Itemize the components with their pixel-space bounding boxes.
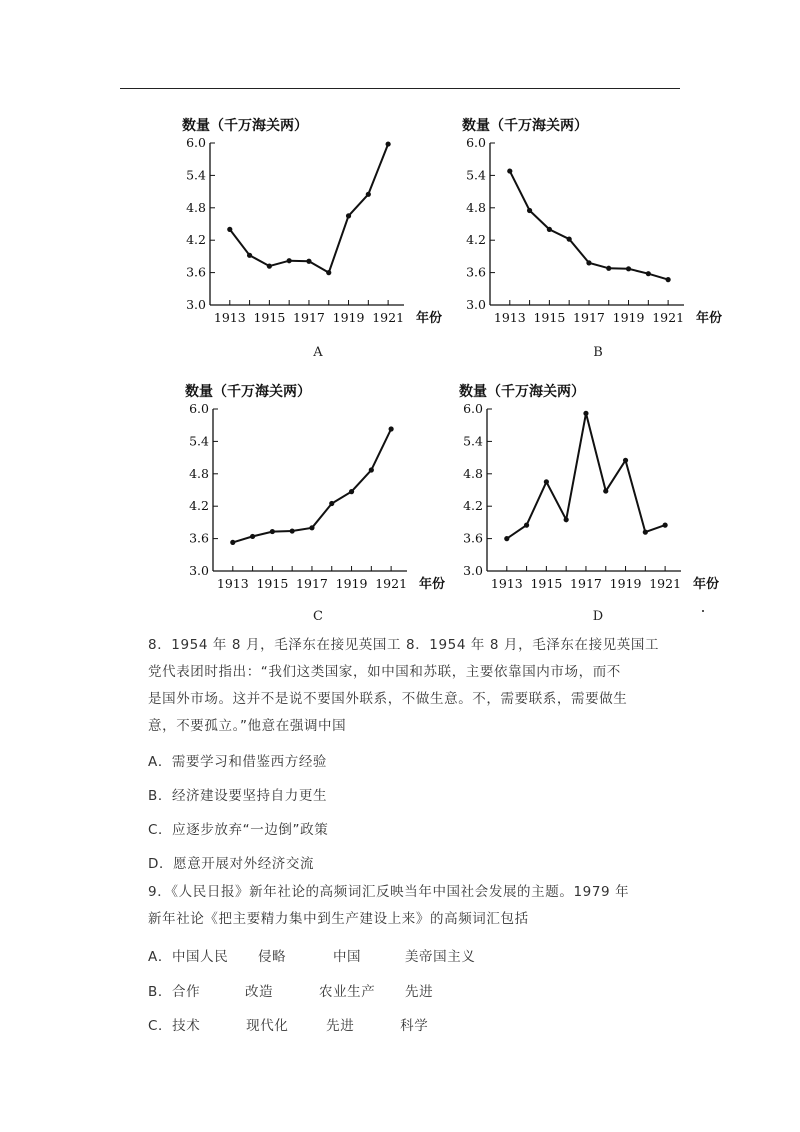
y-axis-label: 数量（千万海关两） — [185, 384, 311, 400]
x-tick-label: 1915 — [533, 310, 566, 325]
option-letter: A． — [148, 949, 172, 965]
x-tick-label: 1917 — [573, 310, 605, 325]
data-point — [386, 141, 391, 146]
x-tick-label: 1915 — [530, 576, 563, 591]
x-axis-unit: 年份 — [693, 577, 720, 592]
y-tick-label: 4.8 — [466, 199, 486, 215]
data-point — [287, 258, 292, 263]
data-point — [547, 227, 552, 232]
chart-a — [170, 110, 470, 340]
data-point — [507, 168, 512, 173]
y-tick-label: 4.2 — [186, 232, 206, 248]
header-rule — [120, 88, 680, 89]
question-8-option-d[interactable]: D．愿意开展对外经济交流 — [148, 856, 315, 872]
x-axis-unit: 年份 — [419, 577, 446, 592]
data-point — [389, 426, 394, 431]
y-axis-label: 数量（千万海关两） — [462, 118, 588, 134]
data-point — [663, 523, 668, 528]
x-tick-label: 1913 — [213, 310, 246, 325]
y-tick-label: 6.0 — [466, 135, 486, 150]
data-point — [326, 270, 331, 275]
option-word: 科学 — [400, 1018, 429, 1034]
option-word: 中国人民 — [171, 949, 229, 965]
option-word: 现代化 — [246, 1018, 289, 1034]
chart-d — [447, 376, 747, 606]
y-tick-label: 4.2 — [189, 498, 209, 514]
y-axis-label: 数量（千万海关两） — [182, 118, 308, 134]
data-point — [366, 192, 371, 197]
data-point — [666, 277, 671, 282]
question-8-option-b[interactable]: B．经济建设要坚持自力更生 — [148, 788, 328, 804]
data-point — [586, 260, 591, 265]
option-word: 技术 — [172, 1018, 201, 1034]
data-point — [527, 208, 532, 213]
x-tick-label: 1917 — [570, 576, 602, 591]
data-point — [603, 488, 608, 493]
x-tick-label: 1913 — [216, 576, 249, 591]
data-point — [247, 253, 252, 258]
y-tick-label: 4.8 — [189, 465, 209, 481]
chart-c — [173, 376, 473, 606]
data-point — [230, 540, 235, 545]
x-tick-label: 1919 — [612, 310, 645, 325]
question-8-option-c[interactable]: C．应逐步放弃“一边倒”政策 — [148, 822, 329, 838]
question-8-line: 意，不要孤立。”他意在强调中国 — [148, 718, 347, 734]
y-axis-label: 数量（千万海关两） — [459, 384, 585, 400]
y-tick-label: 4.2 — [463, 498, 483, 514]
question-9 — [148, 879, 708, 933]
question-8-option-a[interactable]: A．需要学习和借鉴西方经验 — [148, 754, 328, 770]
chart-a-svg — [170, 110, 470, 340]
question-9-option-a[interactable] — [148, 945, 475, 965]
data-point — [250, 534, 255, 539]
data-point — [346, 213, 351, 218]
y-tick-label: 6.0 — [463, 401, 483, 416]
y-tick-label: 4.8 — [463, 465, 483, 481]
x-tick-label: 1915 — [256, 576, 289, 591]
y-tick-label: 5.4 — [463, 433, 483, 449]
y-tick-label: 3.0 — [463, 563, 483, 578]
data-point — [564, 517, 569, 522]
question-9-line: 新年社论《把主要精力集中到生产建设上来》的高频词汇包括 — [148, 911, 529, 927]
x-axis-unit: 年份 — [416, 311, 443, 326]
chart-c-svg — [173, 376, 473, 606]
y-tick-label: 3.0 — [466, 297, 486, 312]
option-letter: B． — [148, 984, 172, 1000]
option-letter: C． — [148, 1018, 173, 1034]
option-word: 美帝国主义 — [404, 949, 476, 965]
data-point — [290, 528, 295, 533]
x-tick-label: 1917 — [293, 310, 325, 325]
data-point — [643, 530, 648, 535]
question-9-line: 9．《人民日报》新年社论的高频词汇反映当年中国社会发展的主题。1979 年 — [148, 884, 630, 900]
data-point — [646, 271, 651, 276]
y-tick-label: 6.0 — [186, 135, 206, 150]
y-tick-label: 3.6 — [466, 264, 486, 280]
chart-c-letter: C — [313, 609, 323, 624]
question-8-line: 8．1954 年 8 月，毛泽东在接见英国工 8．1954 年 8 月，毛泽东在接见英国工 — [148, 637, 660, 653]
chart-a-letter: A — [313, 345, 323, 360]
data-point — [329, 501, 334, 506]
chart-d-letter: D — [592, 609, 604, 624]
y-tick-label: 3.0 — [189, 563, 209, 578]
chart-b-letter: B — [593, 345, 603, 360]
x-tick-label: 1921 — [652, 310, 685, 325]
option-word: 合作 — [171, 984, 201, 1000]
option-word: 改造 — [244, 984, 274, 1000]
data-point — [583, 411, 588, 416]
chart-d-svg — [447, 376, 747, 606]
data-point — [369, 467, 374, 472]
option-word: 农业生产 — [318, 984, 376, 1000]
chart-b — [450, 110, 750, 340]
option-word: 侵略 — [257, 949, 287, 965]
x-tick-label: 1921 — [372, 310, 405, 325]
option-word: 先进 — [404, 984, 434, 1000]
y-tick-label: 3.6 — [463, 530, 483, 546]
x-tick-label: 1921 — [649, 576, 682, 591]
series-line — [230, 144, 388, 273]
chart-b-svg — [450, 110, 750, 340]
data-point — [504, 536, 509, 541]
x-tick-label: 1919 — [335, 576, 368, 591]
question-8-line: 是国外市场。这并不是说不要国外联系，不做生意。不，需要联系，需要做生 — [148, 691, 628, 707]
y-tick-label: 4.2 — [466, 232, 486, 248]
x-tick-label: 1915 — [253, 310, 286, 325]
question-8-line: 党代表团时指出：“我们这类国家，如中国和苏联，主要依靠国内市场，而不 — [148, 664, 621, 680]
data-point — [524, 523, 529, 528]
y-tick-label: 3.6 — [189, 530, 209, 546]
x-tick-label: 1917 — [296, 576, 328, 591]
x-tick-label: 1919 — [609, 576, 642, 591]
x-tick-label: 1919 — [332, 310, 365, 325]
data-point — [309, 525, 314, 530]
data-point — [567, 237, 572, 242]
data-point — [606, 266, 611, 271]
data-point — [227, 227, 232, 232]
data-point — [270, 529, 275, 534]
series-line — [507, 413, 665, 538]
y-tick-label: 6.0 — [189, 401, 209, 416]
data-point — [306, 259, 311, 264]
stray-dot — [702, 610, 704, 612]
data-point — [623, 458, 628, 463]
y-tick-label: 5.4 — [466, 167, 486, 183]
data-point — [349, 489, 354, 494]
x-axis-unit: 年份 — [696, 311, 723, 326]
y-tick-label: 3.6 — [186, 264, 206, 280]
y-tick-label: 5.4 — [186, 167, 206, 183]
x-tick-label: 1921 — [375, 576, 408, 591]
x-tick-label: 1913 — [490, 576, 523, 591]
data-point — [544, 479, 549, 484]
question-9-option-c[interactable] — [148, 1014, 428, 1034]
option-word: 先进 — [326, 1018, 355, 1034]
question-9-option-b[interactable] — [148, 980, 433, 1000]
x-tick-label: 1913 — [493, 310, 526, 325]
y-tick-label: 5.4 — [189, 433, 209, 449]
data-point — [267, 264, 272, 269]
data-point — [626, 266, 631, 271]
y-tick-label: 3.0 — [186, 297, 206, 312]
question-8 — [148, 632, 708, 740]
option-word: 中国 — [332, 949, 362, 965]
y-tick-label: 4.8 — [186, 199, 206, 215]
